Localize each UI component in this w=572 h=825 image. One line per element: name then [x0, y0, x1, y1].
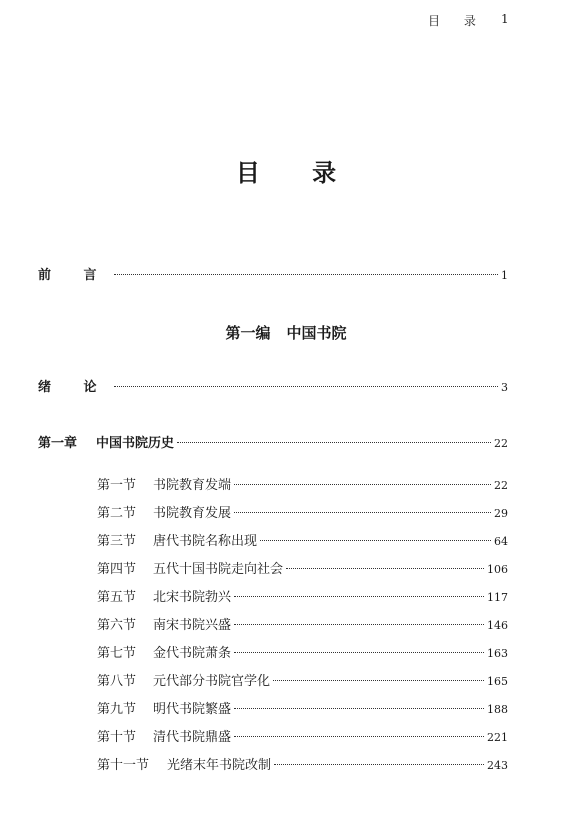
section-title: 北宋书院勃兴 — [153, 590, 232, 605]
toc-entry-section-8[interactable] — [97, 672, 508, 692]
section-number: 第十节 — [97, 730, 137, 745]
section-number: 第一节 — [97, 478, 137, 493]
toc-entry-page: 188 — [487, 703, 508, 716]
part-heading — [0, 322, 572, 343]
dot-leader — [234, 596, 484, 597]
dot-leader — [114, 274, 498, 275]
part-title: 中国书院 — [286, 324, 347, 342]
section-title: 元代部分书院官学化 — [153, 674, 271, 689]
toc-entry-chapter-1[interactable] — [38, 434, 508, 454]
section-title: 唐代书院名称出现 — [153, 534, 258, 549]
toc-entry-section-7[interactable] — [97, 644, 508, 664]
toc-entry-label: 绪 论 — [38, 380, 111, 395]
toc-entry-section-1[interactable] — [97, 476, 508, 496]
section-number: 第二节 — [97, 506, 137, 521]
dot-leader — [286, 568, 484, 569]
dot-leader — [114, 386, 498, 387]
toc-entry-page: 64 — [494, 535, 508, 548]
running-header-title: 目 录 — [428, 14, 486, 28]
toc-entry-page: 3 — [501, 381, 508, 394]
dot-leader — [234, 484, 491, 485]
dot-leader — [177, 442, 491, 443]
section-title: 书院教育发端 — [153, 478, 232, 493]
running-header — [0, 12, 572, 32]
toc-entry-page: 22 — [494, 437, 508, 450]
toc-entry-preface[interactable] — [38, 266, 508, 286]
toc-entry-section-11[interactable] — [97, 756, 508, 776]
section-number: 第七节 — [97, 646, 137, 661]
section-number: 第三节 — [97, 534, 137, 549]
dot-leader — [234, 708, 484, 709]
toc-entry-section-3[interactable] — [97, 532, 508, 552]
toc-entry-label: 前 言 — [38, 268, 111, 283]
section-title: 明代书院繁盛 — [153, 702, 232, 717]
dot-leader — [234, 736, 484, 737]
dot-leader — [260, 540, 491, 541]
page-title: 目 录 — [235, 158, 359, 187]
running-header-page-number: 1 — [501, 12, 509, 26]
part-number: 第一编 — [225, 324, 271, 342]
chapter-title: 中国书院历史 — [96, 436, 175, 451]
section-title: 金代书院萧条 — [153, 646, 232, 661]
toc-entry-section-6[interactable] — [97, 616, 508, 636]
toc-entry-section-4[interactable] — [97, 560, 508, 580]
section-title: 五代十国书院走向社会 — [153, 562, 284, 577]
section-number: 第六节 — [97, 618, 137, 633]
toc-entry-page: 106 — [487, 563, 508, 576]
toc-entry-page: 163 — [487, 647, 508, 660]
toc-entry-introduction[interactable] — [38, 378, 508, 398]
toc-entry-page: 117 — [487, 591, 508, 604]
toc-entry-page: 29 — [494, 507, 508, 520]
section-title: 南宋书院兴盛 — [153, 618, 232, 633]
section-number: 第四节 — [97, 562, 137, 577]
chapter-number: 第一章 — [38, 436, 78, 451]
section-title: 清代书院鼎盛 — [153, 730, 232, 745]
dot-leader — [274, 764, 484, 765]
section-number: 第十一节 — [97, 758, 150, 773]
toc-entry-page: 221 — [487, 731, 508, 744]
dot-leader — [234, 652, 484, 653]
section-number: 第五节 — [97, 590, 137, 605]
section-number: 第八节 — [97, 674, 137, 689]
toc-entry-page: 165 — [487, 675, 508, 688]
toc-entry-page: 1 — [501, 269, 508, 282]
section-title: 光绪末年书院改制 — [167, 758, 272, 773]
toc-entry-page: 22 — [494, 479, 508, 492]
dot-leader — [273, 680, 484, 681]
dot-leader — [234, 624, 484, 625]
toc-entry-section-2[interactable] — [97, 504, 508, 524]
section-title: 书院教育发展 — [153, 506, 232, 521]
toc-entry-section-9[interactable] — [97, 700, 508, 720]
dot-leader — [234, 512, 491, 513]
toc-entry-section-5[interactable] — [97, 588, 508, 608]
toc-entry-label — [38, 434, 174, 454]
section-number: 第九节 — [97, 702, 137, 717]
toc-entry-section-10[interactable] — [97, 728, 508, 748]
toc-entry-page: 146 — [487, 619, 508, 632]
toc-entry-page: 243 — [487, 759, 508, 772]
